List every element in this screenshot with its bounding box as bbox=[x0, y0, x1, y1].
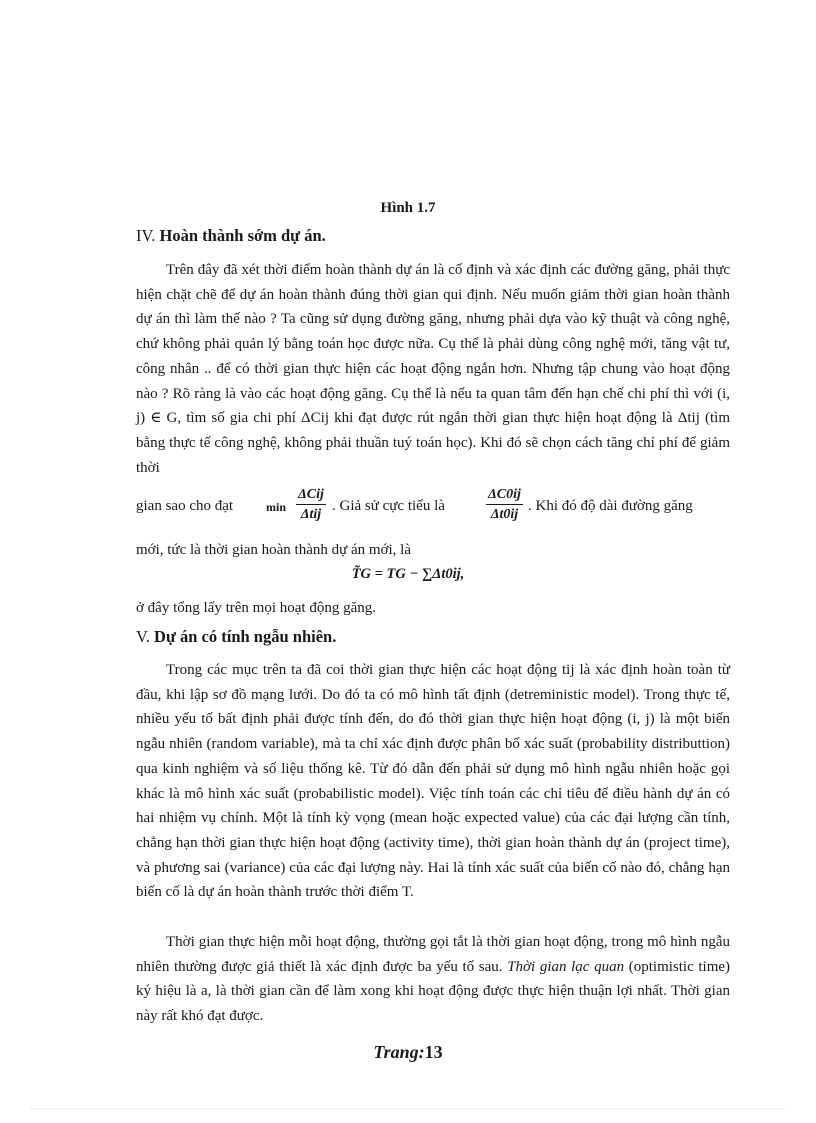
fraction-numerator: ΔCij bbox=[296, 486, 326, 505]
paragraph-new-path: mới, tức là thời gian hoàn thành dự án mới, là bbox=[136, 542, 412, 558]
min-operator: min bbox=[266, 500, 287, 514]
equation-new-time: T̃G = TG − ∑Δt0ij, bbox=[351, 566, 465, 582]
section-title: Hoàn thành sớm dự án. bbox=[159, 226, 326, 245]
page-number: 13 bbox=[424, 1042, 443, 1062]
footer-label: Trang: bbox=[373, 1042, 425, 1062]
math-text-before: gian sao cho đạt bbox=[136, 498, 234, 514]
paragraph-text-start: Thời gian thực hiện mỗi hoạt động, thường gọi tắt là thời gian hoạt động, trong mô hình ngẫu nhiên thường được giả thiết là xác định được ba yếu tố sau. bbox=[136, 934, 730, 975]
fraction-denominator: Δt0ij bbox=[490, 507, 519, 522]
math-text-middle: . Giả sử cực tiểu là bbox=[332, 498, 445, 514]
section-number: IV. bbox=[136, 226, 156, 245]
page-footer bbox=[0, 1042, 816, 1063]
section-number: V. bbox=[136, 627, 150, 646]
fraction-min-delta-c-over-delta-t bbox=[486, 486, 523, 524]
section-heading-v bbox=[136, 627, 336, 647]
paragraph-activity-time bbox=[136, 930, 730, 1029]
paragraph-early-completion: Trên đây đã xét thời điểm hoàn thành dự án là cố định và xác định các đường găng, phải thực hiện chặt chẽ để dự án hoàn thành đúng thời gian qui định. Nếu muốn giảm thời gian hoàn thành dự án thì làm thế nào ? Ta cũng sử dụng đường găng, nhưng phải dựa vào kỹ thuật và công nghệ, chứ không phải quản lý bằng toán học được nữa. Cụ thể là phải dùng công nghệ mới, tăng vật tư, công nhân .. để có thời gian thực hiện các hoạt động ngắn hơn. Nhưng tập chung vào hoạt động nào ? Rõ ràng là vào các hoạt động găng. Cụ thể là nếu ta quan tâm đến hạn chế chi phí thì với (i, j) ∈ G, tìm số gia chi phí ΔCij khi đạt được rút ngắn thời gian thực hiện hoạt động là Δtij (tìm bằng thực tế công nghệ, không phải thuần tuý toán học). Khi đó sẽ chọn cách tăng chí phí để giảm thời bbox=[136, 262, 730, 476]
fraction-delta-c-over-delta-t bbox=[296, 486, 326, 524]
math-line-min bbox=[136, 486, 730, 528]
fraction-denominator: Δtij bbox=[300, 507, 322, 522]
bottom-dotted-rule bbox=[30, 1108, 786, 1109]
paragraph-text-end: (optimistic time) ký hiệu là a, là thời gian cần để làm xong khi hoạt động được thực hiện thuận lợi nhất. Thời gian này rất khó đạt được. bbox=[136, 958, 731, 1025]
math-text-after: . Khi đó độ dài đường găng bbox=[528, 498, 693, 514]
section-heading-iv bbox=[136, 226, 326, 246]
paragraph-sum-note: ở đây tổng lấy trên mọi hoạt động găng. bbox=[136, 600, 376, 616]
fraction-numerator: ΔC0ij bbox=[486, 486, 523, 505]
figure-caption: Hình 1.7 bbox=[380, 200, 436, 216]
section-title: Dự án có tính ngẫu nhiên. bbox=[154, 627, 337, 646]
term-optimistic-time: Thời gian lạc quan bbox=[507, 958, 625, 975]
paragraph-stochastic-project: Trong các mục trên ta đã coi thời gian thực hiện các hoạt động tij là xác định hoàn toàn từ đầu, khi lập sơ đồ mạng lưới. Do đó ta có mô hình tất định (detreministic model). Trong thực tế, nhiều yếu tố bất định phải được tính đến, do đó thời gian thực hiện hoạt động (i, j) là một biến ngẫu nhiên (random variable), mà ta chỉ xác định được phân bố xác suất (probability distributtion) qua kinh nghiệm và số liệu thống kê. Từ đó dẫn đến phải sử dụng mô hình ngẫu nhiên hoặc gọi khác là mô hình xác suất (probabilistic model). Việc tính toán các chỉ tiêu để điều hành dự án có hai nhiệm vụ chính. Một là tính kỳ vọng (mean hoặc expected value) của các đại lượng cần tính, chẳng hạn thời gian thực hiện hoạt động (activity time), thời gian hoàn thành dự án (project time), và phương sai (variance) của các đại lượng này. Hai là tính xác suất của biến cố nào đó, chẳng hạn biến cố là dự án hoàn thành trước thời điểm T. bbox=[136, 662, 730, 901]
